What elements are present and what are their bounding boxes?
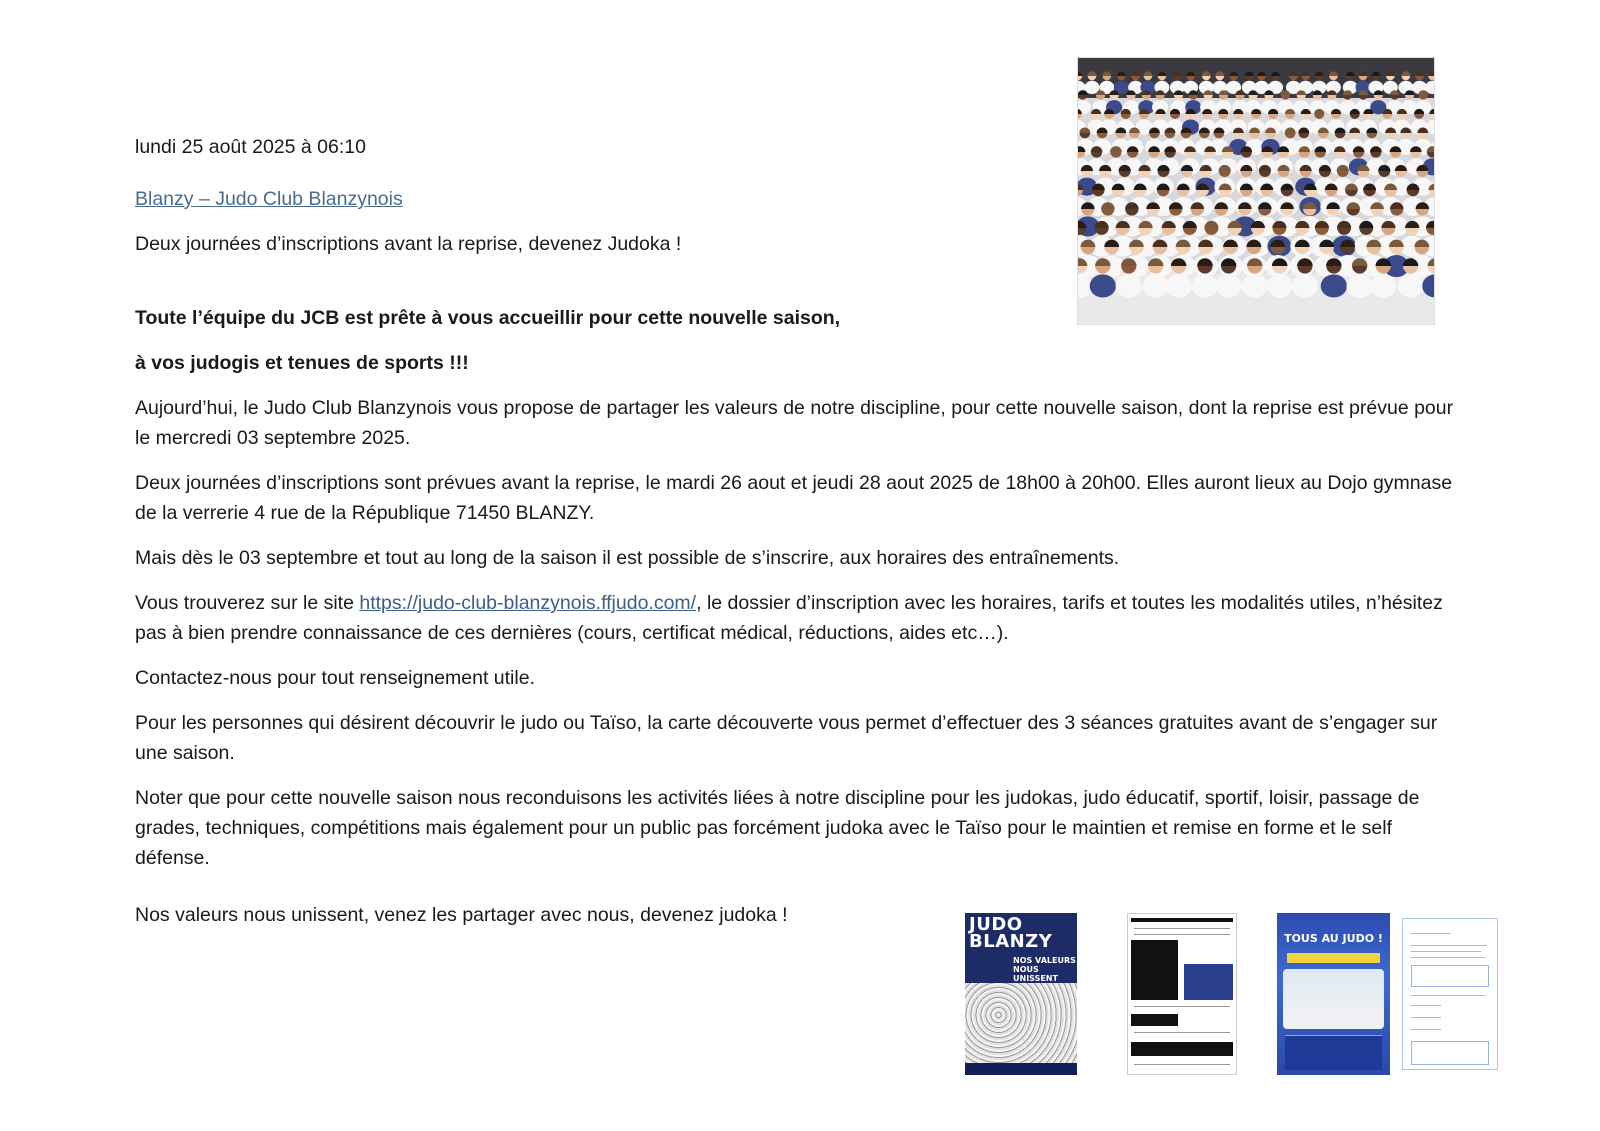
discovery-card-thumbnail[interactable] <box>1402 918 1498 1070</box>
flyer-title: TOUS AU JUDO ! <box>1284 932 1383 945</box>
schedule-line <box>1134 928 1230 929</box>
paragraph-discovery: Pour les personnes qui désirent découvrir le judo ou Taïso, la carte découverte vous permet d’effectuer des 3 séances gratuites avant de s’engager sur une saison. <box>135 712 1438 764</box>
card-line <box>1411 951 1481 952</box>
poster-footer <box>965 1063 1077 1075</box>
poster-title: JUDO BLANZY <box>969 914 1053 952</box>
schedule-footer-block <box>1131 1042 1233 1056</box>
paragraph-inscriptions: Deux journées d’inscriptions sont prévues avant la reprise, le mardi 26 aout et jeudi 28 aout 2025 de 18h00 à 20h00. Elles auront lieux au Dojo gymnase de la verrerie 4 rue de la République 71450 BLANZY. <box>135 472 1453 524</box>
card-line <box>1411 933 1451 934</box>
card-line <box>1411 957 1485 958</box>
schedule-line <box>1134 1006 1230 1007</box>
poster-thumbnail[interactable] <box>965 913 1077 1075</box>
website-text-before: Vous trouverez sur le site <box>135 592 360 614</box>
paragraph-website <box>135 588 1470 648</box>
card-box <box>1411 965 1489 987</box>
club-link[interactable]: Blanzy – Judo Club Blanzynois <box>135 188 403 210</box>
bold-intro-2: à vos judogis et tenues de sports !!! <box>135 352 469 374</box>
bold-intro-1: Toute l’équipe du JCB est prête à vous accueillir pour cette nouvelle saison, <box>135 307 841 329</box>
discovery-flyer-thumbnail[interactable] <box>1277 913 1390 1075</box>
group-photo <box>1077 57 1435 325</box>
poster-crowd-image <box>965 983 1077 1063</box>
poster-subtitle: NOS VALEURS NOUS UNISSENT <box>1013 956 1076 983</box>
schedule-line <box>1134 934 1230 935</box>
flyer-yellow-band <box>1287 953 1380 963</box>
card-line <box>1411 1005 1441 1006</box>
flyer-form <box>1285 1035 1382 1070</box>
card-line <box>1411 1029 1441 1030</box>
card-line <box>1411 1017 1441 1018</box>
flyer-kids-image <box>1283 969 1384 1029</box>
card-box <box>1411 1041 1489 1065</box>
schedule-header-bar <box>1131 918 1233 922</box>
card-line <box>1411 945 1487 946</box>
schedule-line <box>1134 1032 1230 1033</box>
schedule-black-block-2 <box>1131 1014 1178 1026</box>
website-text-after: , le dossier d’inscription avec les horaires, tarifs et toutes les modalités utiles, n’hésitez pas à bien prendre connaissance de ces dernières (cours, certificat médical, réductions, aides etc…). <box>135 592 1443 644</box>
schedule-blue-block <box>1184 964 1233 1000</box>
schedule-thumbnail[interactable] <box>1127 913 1237 1075</box>
paragraph-reprise: Aujourd’hui, le Judo Club Blanzynois vous propose de partager les valeurs de notre discipline, pour cette nouvelle saison, dont la reprise est prévue pour le mercredi 03 septembre 2025. <box>135 397 1454 449</box>
card-line <box>1411 995 1485 996</box>
paragraph-activities: Noter que pour cette nouvelle saison nous reconduisons les activités liées à notre discipline pour les judokas, judo éducatif, sportif, loisir, passage de grades, techniques, compétitions mais également pour un public pas forcément judoka avec le Taïso pour le maintien et remise en forme et le self défense. <box>135 787 1420 869</box>
group-photo-illustration <box>1078 58 1434 324</box>
closing-line: Nos valeurs nous unissent, venez les partager avec nous, devenez judoka ! <box>135 904 788 926</box>
article-subtitle: Deux journées d’inscriptions avant la reprise, devenez Judoka ! <box>135 233 682 255</box>
website-link[interactable]: https://judo-club-blanzynois.ffjudo.com/ <box>359 592 697 614</box>
paragraph-contact: Contactez-nous pour tout renseignement utile. <box>135 667 535 689</box>
schedule-line <box>1134 1064 1230 1065</box>
paragraph-season: Mais dès le 03 septembre et tout au long de la saison il est possible de s’inscrire, aux horaires des entraînements. <box>135 547 1120 569</box>
schedule-black-block <box>1131 940 1178 1000</box>
article-date: lundi 25 août 2025 à 06:10 <box>135 136 366 158</box>
